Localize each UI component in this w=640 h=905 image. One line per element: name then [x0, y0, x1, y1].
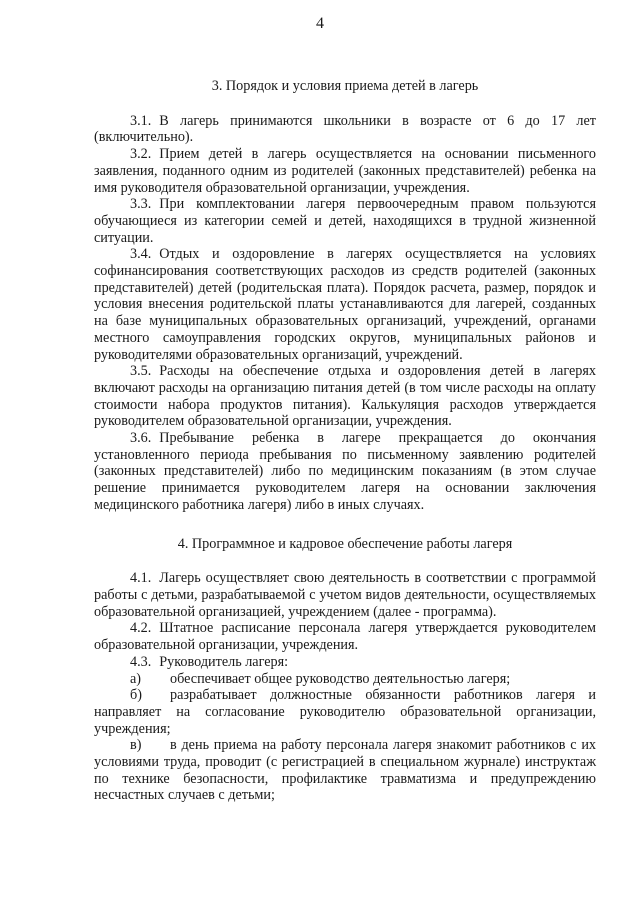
- clause-3-6: [94, 430, 596, 514]
- subclause-text: в день приема на работу персонала лагеря знакомит работников с их условиями труда, проводит (с регистрацией в специальном журнале) инструктаж по технике безопасности, профилактике травматизма и предупреждению несчастных случаев с детьми;: [94, 737, 596, 804]
- clause-number: 4.2.: [130, 620, 152, 637]
- subclause-v: [94, 737, 596, 804]
- clause-number: 4.3.: [130, 653, 152, 670]
- clause-text: Прием детей в лагерь осуществляется на основании письменного заявления, поданного одним из родителей (законных представителей) ребенка на имя руководителя образовательной организации, учреждения.: [94, 146, 596, 196]
- page-number: 4: [316, 15, 324, 32]
- clause-number: 3.4.: [130, 246, 152, 263]
- clause-number: 3.3.: [130, 196, 152, 213]
- subclause-text: разрабатывает должностные обязанности работников лагеря и направляет на согласование руководителю образовательной организации, учреждения;: [94, 687, 596, 737]
- clause-text: Отдых и оздоровление в лагерях осуществляется на условиях софинансирования соответствующих расходов из средств родителей (законных представителей) детей (родительская плата). Порядок расчета, размер, порядок и условия внесения родительской платы устанавливаются для лагерей, созданных на базе муниципальных образовательных организаций, учреждений, органами местного самоуправления городских округов, муниципальных районов и руководителями образовательных организаций, учреждений.: [94, 246, 596, 363]
- clause-text: Руководитель лагеря:: [159, 653, 289, 670]
- clause-text: В лагерь принимаются школьники в возрасте от 6 до 17 лет (включительно).: [94, 112, 596, 146]
- subclause-a: [94, 671, 596, 688]
- subclause-marker: а): [130, 670, 142, 687]
- clause-text: Пребывание ребенка в лагере прекращается до окончания установленного периода пребывания по письменному заявлению родителей (законных представителей) либо по медицинским показаниям (в этом случае решение принимается руководителем лагеря на основании заключения медицинского работника лагеря) либо в иных случаях.: [94, 430, 596, 513]
- clause-3-2: [94, 146, 596, 196]
- clause-3-4: [94, 246, 596, 363]
- clause-3-1: [94, 113, 596, 146]
- subclause-b: [94, 687, 596, 737]
- clause-3-5: [94, 363, 596, 430]
- section-3-heading: 3. Порядок и условия приема детей в лагерь: [211, 78, 479, 94]
- clause-text: При комплектовании лагеря первоочередным правом пользуются обучающиеся из категории семей и детей, находящихся в трудной жизненной ситуации.: [94, 196, 596, 246]
- clause-number: 3.6.: [130, 430, 152, 447]
- clause-4-1: [94, 570, 596, 620]
- clause-number: 3.1.: [130, 112, 152, 129]
- clause-4-3: [94, 654, 596, 671]
- clause-number: 3.5.: [130, 363, 152, 380]
- subclause-marker: б): [130, 687, 142, 704]
- clause-text: Расходы на обеспечение отдыха и оздоровления детей в лагерях включают расходы на организацию питания детей (в том числе расходы на оплату стоимости набора продуктов питания). Калькуляция расходов утверждается руководителем образовательной организации, учреждения.: [94, 363, 596, 430]
- subclause-text: обеспечивает общее руководство деятельностью лагеря;: [170, 670, 511, 687]
- clause-4-2: [94, 620, 596, 653]
- clause-text: Лагерь осуществляет свою деятельность в соответствии с программой работы с детьми, разрабатываемой с учетом видов деятельности, осуществляемых образовательной организацией, учреждением (далее - программа).: [94, 570, 596, 620]
- clause-number: 4.1.: [130, 570, 152, 587]
- clause-3-3: [94, 196, 596, 246]
- section-4-heading: 4. Программное и кадровое обеспечение работы лагеря: [177, 535, 513, 552]
- clause-text: Штатное расписание персонала лагеря утверждается руководителем образовательной организации, учреждения.: [94, 620, 596, 654]
- document-body: [94, 78, 596, 804]
- subclause-marker: в): [130, 737, 142, 754]
- clause-number: 3.2.: [130, 146, 152, 163]
